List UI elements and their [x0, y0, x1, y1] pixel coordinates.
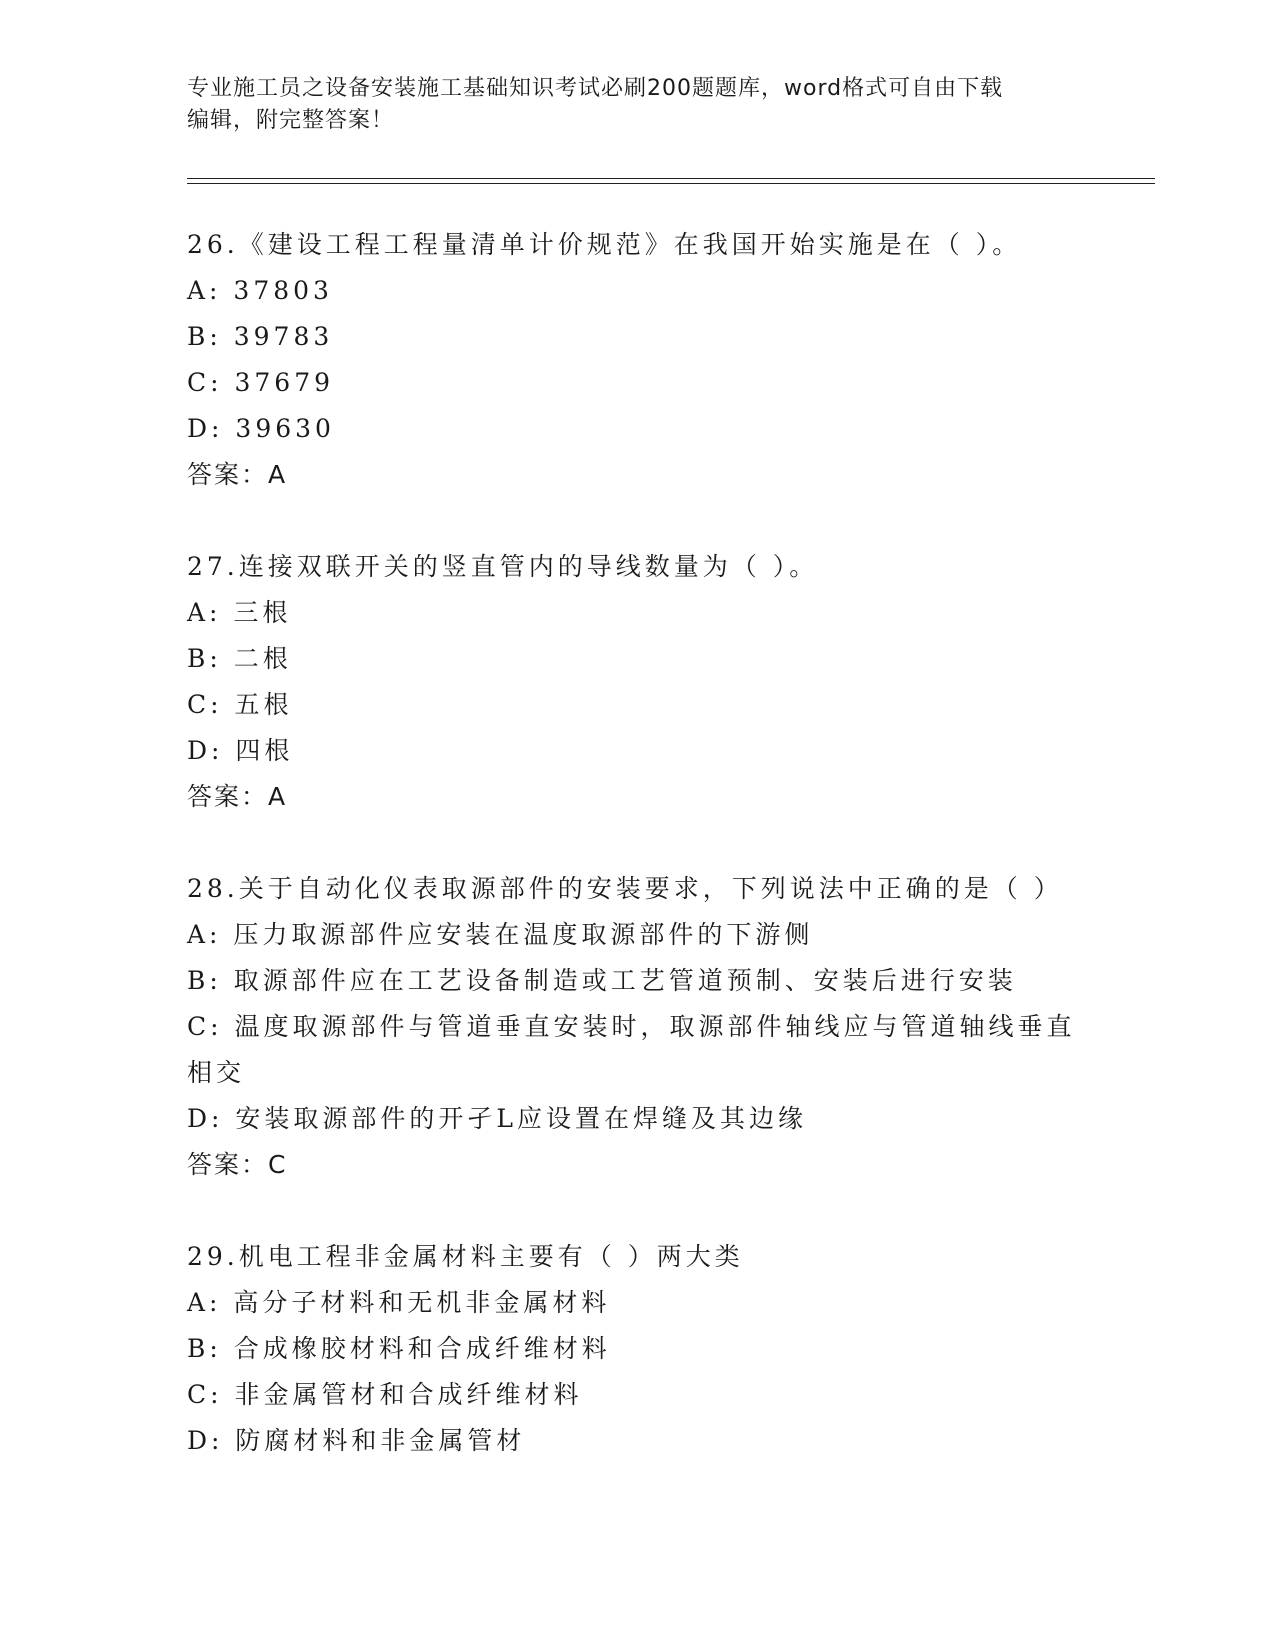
option-c: C: 37679: [187, 368, 335, 397]
header-line-1: 专业施工员之设备安装施工基础知识考试必刷200题题库，word格式可自由下载: [187, 76, 1004, 101]
header-line-2: 编辑，附完整答案！: [187, 108, 395, 133]
option-c: C: 五根: [187, 690, 293, 719]
answer: 答案：A: [187, 782, 288, 811]
option-d: D: 安装取源部件的开孑L应设置在焊缝及其边缘: [187, 1104, 808, 1133]
question-26: [187, 222, 1087, 498]
question-stem: 27.连接双联开关的竖直管内的导线数量为（ ）。: [187, 552, 819, 581]
question-stem: 26.《建设工程工程量清单计价规范》在我国开始实施是在（ ）。: [187, 230, 1022, 259]
option-b: B: 取源部件应在工艺设备制造或工艺管道预制、安装后进行安装: [187, 966, 1017, 995]
question-27: [187, 544, 1087, 820]
option-d: D: 防腐材料和非金属管材: [187, 1426, 526, 1455]
option-a: A: 三根: [187, 598, 292, 627]
question-28: [187, 866, 1087, 1188]
question-29: [187, 1234, 1087, 1464]
option-a: A: 37803: [187, 276, 333, 305]
option-b: B: 39783: [187, 322, 334, 351]
header-divider-top: [187, 178, 1155, 179]
option-a: A: 压力取源部件应安装在温度取源部件的下游侧: [187, 920, 814, 949]
question-stem: 29.机电工程非金属材料主要有（ ）两大类: [187, 1242, 744, 1271]
header-divider-bottom: [187, 183, 1155, 184]
option-a: A: 高分子材料和无机非金属材料: [187, 1288, 611, 1317]
option-d: D: 四根: [187, 736, 294, 765]
option-b: B: 二根: [187, 644, 292, 673]
option-c: C: 非金属管材和合成纤维材料: [187, 1380, 583, 1409]
question-stem: 28.关于自动化仪表取源部件的安装要求，下列说法中正确的是（ ）: [187, 874, 1063, 903]
answer: 答案：C: [187, 1150, 288, 1179]
option-b: B: 合成橡胶材料和合成纤维材料: [187, 1334, 611, 1363]
document-header: [187, 73, 1087, 137]
option-d: D: 39630: [187, 414, 335, 443]
answer: 答案：A: [187, 460, 288, 489]
option-c: C: 温度取源部件与管道垂直安装时，取源部件轴线应与管道轴线垂直相交: [187, 1012, 1076, 1087]
